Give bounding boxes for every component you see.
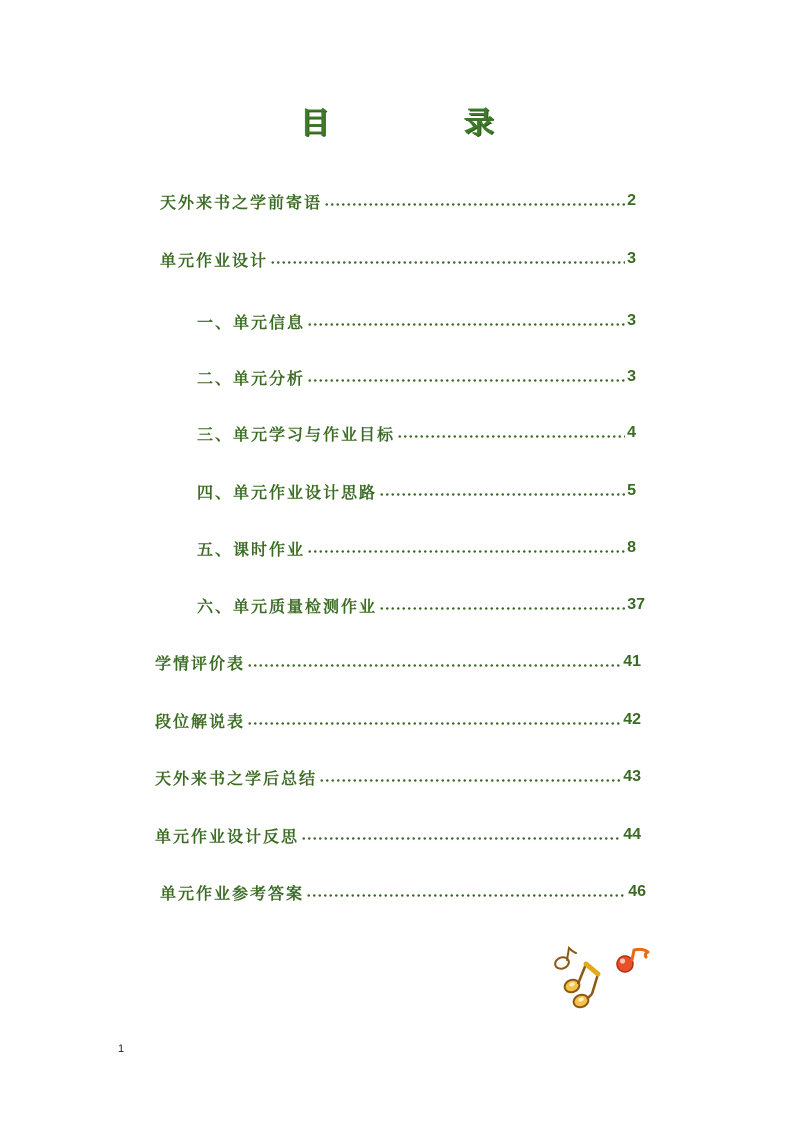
toc-entry-label: 单元作业设计反思	[155, 826, 300, 846]
toc-entry-page: 44	[623, 826, 641, 843]
beamed-notes-icon	[563, 964, 598, 1009]
toc-entry-page: 2	[627, 192, 636, 209]
toc-entry-page: 37	[627, 596, 645, 613]
toc-subentry[interactable]	[197, 308, 636, 334]
toc-entry[interactable]	[160, 246, 636, 272]
toc-entry-label: 天外来书之学前寄语	[160, 192, 323, 212]
toc-dot-leader	[319, 779, 621, 782]
toc-dot-leader	[324, 203, 625, 206]
music-notes-icon	[548, 944, 658, 1016]
toc-entry-page: 3	[627, 250, 636, 267]
toc-entry-label: 天外来书之学后总结	[155, 768, 318, 788]
page-number: 1	[118, 1043, 125, 1055]
toc-entry-label: 六、单元质量检测作业	[197, 596, 378, 616]
toc-dot-leader	[307, 550, 625, 553]
toc-dot-leader	[301, 837, 621, 840]
toc-dot-leader	[379, 493, 625, 496]
toc-entry-label: 单元作业参考答案	[160, 883, 305, 903]
toc-entry[interactable]	[155, 822, 641, 848]
toc-entry-page: 41	[623, 653, 641, 670]
toc-entry-label: 三、单元学习与作业目标	[197, 424, 396, 444]
eighth-note-icon	[554, 948, 576, 971]
toc-entry-page: 3	[627, 312, 636, 329]
toc-entry[interactable]	[160, 188, 636, 214]
toc-entry[interactable]	[155, 764, 641, 790]
page-title: 目 录	[300, 106, 546, 141]
toc-subentry[interactable]	[197, 535, 636, 561]
toc-dot-leader	[306, 894, 626, 897]
toc-dot-leader	[247, 722, 621, 725]
toc-entry-page: 43	[623, 768, 641, 785]
toc-entry-page: 46	[628, 883, 646, 900]
toc-entry-label: 学情评价表	[155, 653, 246, 673]
toc-entry-label: 单元作业设计	[160, 250, 269, 270]
toc-entry[interactable]	[160, 879, 646, 905]
toc-dot-leader	[397, 435, 625, 438]
toc-entry-page: 5	[627, 482, 636, 499]
toc-subentry[interactable]	[197, 478, 636, 504]
toc-dot-leader	[247, 664, 621, 667]
toc-subentry[interactable]	[197, 592, 645, 618]
toc-dot-leader	[307, 379, 625, 382]
toc-entry-label: 一、单元信息	[197, 312, 306, 332]
toc-entry-page: 3	[627, 368, 636, 385]
toc-entry-page: 4	[627, 424, 636, 441]
toc-entry-page: 8	[627, 539, 636, 556]
toc-entry-label: 二、单元分析	[197, 368, 306, 388]
toc-entry[interactable]	[155, 649, 641, 675]
toc-dot-leader	[270, 261, 625, 264]
red-note-icon	[617, 949, 648, 972]
toc-dot-leader	[307, 323, 625, 326]
toc-entry-label: 四、单元作业设计思路	[197, 482, 378, 502]
toc-dot-leader	[379, 607, 625, 610]
toc-subentry[interactable]	[197, 420, 636, 446]
toc-subentry[interactable]	[197, 364, 636, 390]
toc-entry[interactable]	[155, 707, 641, 733]
toc-entry-page: 42	[623, 711, 641, 728]
toc-entry-label: 段位解说表	[155, 711, 246, 731]
toc-entry-label: 五、课时作业	[197, 539, 306, 559]
